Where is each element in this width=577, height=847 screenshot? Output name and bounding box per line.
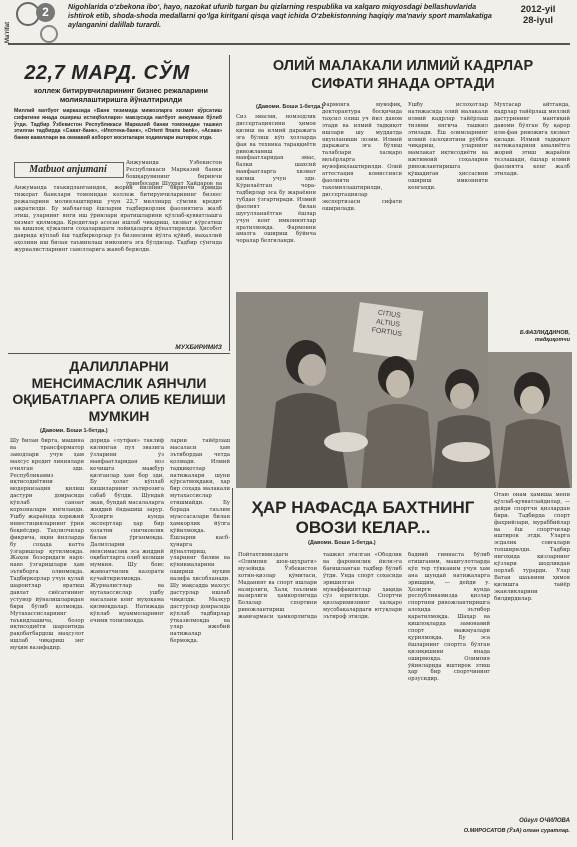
left-bottom-dateline: (Давоми. Боши 1-бетда.)	[40, 428, 108, 434]
page-number-badge	[36, 3, 55, 22]
top-right-headline: ОЛИЙ МАЛАКАЛИ ИЛМИЙ КАДРЛАР СИФАТИ ЯНАДА ОРТАДИ	[272, 58, 534, 92]
top-right-col3: Ушбу ислоҳотлар натижасида олий малакали илмий кадрлар тайёрлаш тизими янгича ташкил этилади. Ёш олимларнинг илмий салоҳиятини рўёбга чиқариш, уларнинг мамлакат иқтисодиёти ва ижтимоий соҳаларни ривожлантиришга қўшадиган ҳиссасини ошириш имконияти кенгаяди.	[408, 102, 488, 191]
photo-banner-text: CITIUS ALTIUS FORTIUS	[371, 309, 403, 339]
rubric-label: Matbuot anjumani	[29, 164, 107, 175]
right-bottom-col2: бадиий гимнаста бўлиб етишганим, машғулотларда кўп тер тўкканим учун ҳам ана шундай натижаларга эришдим, — дейди у. Ҳозирги кунда республикамизда қизлар спортини ривожлантиришга алоҳида эътибор қаратилмоқда. Шаҳар ва қишлоқларда замонавий спорт мажмуалари қурилмоқда. Бу эса ёшларнинг спортга бўлган қизиқишини янада оширмоқда. Олимпия ўйинларида иштирок этиш ҳар бир спортчининг орзусидир.	[408, 552, 490, 683]
masthead-motto: Nigohlarida o‘zbekona iboʻ, hayo, nazokat ufurib turgan bu qizlarning respublika va xalqaro miqyosdagi bellashuvlarida ishtirok etib, shoda-shoda medallarni qo‘lga kiritgani qisqa vaqt ichida O‘zbekistonning haqiqiy ma'naviy sport mamlakatiga aylanganini dalillab turardi.	[68, 2, 492, 29]
left-article-subhead: коллеж битирувчиларининг бизнес режаларини молиялаштиришга йўналтирилди	[34, 86, 208, 104]
top-right-col4: Мухтасар айтганда, кадрлар тайёрлаш миллий дастурининг мантиқий давоми бўлган бу қарор илм-фан ривожига хизмат қилади. Илмий тадқиқот натижаларини амалиётга жорий этиш жараёни тезлашади, ёшлар илмий фаолиятга кенг жалб этилади.	[494, 102, 570, 178]
left-article-body-part1: Анжуманда Ўзбекистон Республикаси Марказий банки бошқарувининг биринчи ўринбосари Шуҳрат Ҳайдаров ва	[126, 160, 222, 187]
top-right-col1: Сиз эмасми, номзодлик диссертациясини ҳимоя қилиш ва илмий даражага эга бўлиш кўп ҳолларда фан ва техника тараққиёти ривожланиш манфаатларидан эмас, балки шахсий манфаатларга хизмат қилиш учун эди. Кўрилаётган чора-тадбирлар эса бу жараённи тубдан ўзгартиради. Илмий фаолият билан шуғулланаётган ёшлар учун кенг имкониятлар яратилмоқда. Фармонни амалга ошириш бўйича чоралар белгиланди.	[236, 114, 316, 245]
top-right-byline: Б.ФАЗЛИДДИНОВ, тадқиқотчи	[519, 330, 570, 343]
issue-date: 2012-yil 28-iyul	[520, 4, 556, 26]
masthead-side-label: Ma'rifat	[5, 21, 11, 43]
right-bottom-col3: Отаю онам ҳамиша мени қўллаб-қувватлайдилар, — дейди спортчи қизлардан бири. Тадбирда спорт фахрийлари, мураббийлар ва ёш спортчилар иштирок этди. Уларга эсдалик совғалари топширилди. Тадбир нигоҳида қизларнинг кўзлари шодликдан порлаб турарди. Улар Ватан шаънини ҳимоя қилишга тайёр эканликларини билдирдилар.	[494, 492, 570, 602]
ornament-left-2	[40, 25, 58, 43]
left-bottom-headline: ДАЛИЛЛАРНИ МЕНСИМАСЛИК АЯНЧЛИ ОҚИБАТЛАРГА ОЛИБ КЕЛИШИ МУМКИН	[12, 358, 226, 424]
left-article-byline: МУХБИРИМИЗ	[175, 344, 222, 351]
top-right-dateline: (Давоми. Боши 1-бетда.)	[256, 104, 324, 110]
left-article-lead: Миллий матбуот марказида «Банк тизимида мижозларга хизмат кўрсатиш сифатини янада ошириш истиқболлари» мавзусида матбуот анжумани бўлиб ўтди. Тадбир Ўзбекистон Республикаси Марказий банки томонидан ташкил этилган тадбирда «Сават-банк», «Ипотека-банк», «Orient finans bank», «Асака» банки вакиллари ва оммавий ахборот воситалари ходимлари иштирок этди.	[14, 108, 222, 142]
left-article-body-part2: Анжуманда таъкидланганидек, жорий йилнинг биринчи ярмида тижорат банклари томонидан коллеж битирувчиларининг бизнес режаларини молиялаштириш учун 22,7 миллиард сўмлик кредит ажратилди. Бу маблағлар ёшларни тадбиркорлик фаолиятига жалб этиш, уларнинг янги иш ўринлари яратишларини қўллаб-қувватлашга хизмат қилмоқда. Кредитлар асосан ишлаб чиқариш, хизмат кўрсатиш ва қишлоқ хўжалиги соҳаларидаги лойиҳаларга йўналтирилди. Ҳисобот даврида кўплаб ёш тадбиркорлар ўз бизнесини йўлга қўйиб, маҳаллий аҳолини иш билан таъминлаш имконига эга бўлдилар. Тадбир сўнгида журналистларнинг саволларига жавоб берилди.	[14, 185, 222, 254]
left-article-headline: 22,7 МАРД. СЎМ	[24, 62, 190, 84]
left-bottom-col3: ларни тайёрлаш масаласи ҳам эътибордан четда қолмади. Илмий тадқиқотлар натижалари шуни кўрсатмоқдаки, ҳар бир соҳада малакали мутахассислар етишмайди. Бу борада таълим муассасалари билан ҳамкорлик йўлга қўйилмоқда. Ёшларни касб-ҳунарга йўналтириш, уларнинг билим ва кўникмаларини ошириш муҳим вазифа ҳисобланади. Шу мақсадда махсус дастурлар ишлаб чиқилди. Мазкур дастурлар доирасида кўплаб тадбирлар ўтказилмоқда ва улар ижобий натижалар бермоқда.	[170, 438, 230, 645]
section-rule	[8, 353, 230, 354]
page-number: 2	[42, 5, 49, 19]
column-divider-bottom	[232, 488, 233, 840]
right-bottom-col1: Пойтахтимиздаги «Олимпия шон-шуҳрати» музейида Ўзбекистон хотин-қизлар қўмитаси, Маданият ва спорт ишлари вазирлиги, Халқ таълими вазирлиги ҳамкорлигида Болалар спортини ривожлантириш жамғармаси ҳамкорлигида ташкил этилган «Ободлик ва фаровонлик йили»га бағишланган тадбир бўлиб ўтди. Унда спорт соҳасида эришилган муваффақиятлар ҳақида сўз юритилди. Спортчи қизларимизнинг халқаро мусобақалардаги ютуқлари эътироф этилди.	[238, 552, 402, 621]
masthead-rule	[8, 43, 570, 45]
column-divider-top	[229, 55, 230, 351]
right-bottom-byline-photo: О.МИРОСАТОВ (ЎзА) олган суратлар.	[463, 828, 570, 834]
left-bottom-col1: Шу билан бирга, машина ва трансформатор заводлари учун ҳам махсус кредит линиялари очилган эди. Республикамиз иқтисодиётини модернизация қилиш дастури доирасида кўплаб саноат корхоналари янгиланди. Ушбу жараёнда хорижий инвестицияларнинг ўрни беқиёсдир. Таҳлилчилар фикрича, яқин йилларда бу соҳада катта ўзгаришлар кутилмоқда. Жаҳон бозоридаги нарх-наво ўзгаришлари ҳам эътиборга олинмоқда. Тадбиркорлар учун қулай шароитлар яратиш давлат сиёсатининг устувор йўналишларидан бири бўлиб қолмоқда. Мутахассисларнинг таъкидлашича, бозор иқтисодиёти шароитида рақобатбардош маҳсулот ишлаб чиқариш энг муҳим вазифадир.	[10, 438, 84, 652]
right-bottom-dateline: (Давоми. Боши 1-бетда.)	[308, 540, 376, 546]
right-bottom-headline: ҲАР НАФАСДА БАХТНИНГ ОВОЗИ КЕЛАР...	[251, 498, 475, 537]
top-right-col2: Фармонга мувофиқ, докторантура босқичида таҳсил олиш уч йил давом этади ва илмий тадқиқот ишлари шу муддатда якунланиши лозим. Илмий даражага эга бўлиш талаблари халқаро меъёрларга мувофиқлаштирилди. Олий аттестация комиссияси фаолияти такомиллаштирилди, диссертациялар экспертизаси сифати оширилади.	[322, 102, 402, 212]
left-bottom-col2: дорида «лутфан» таклиф килинган пул эвазига ўзларини ўз манфаатларидан воз кечишга мажбур қилганлар ҳам бор эди. Бу ҳолат кўплаб кишиларнинг эътирозига сабаб бўлди. Шундай экан, бундай масалаларга жиддий ёндашиш зарур. Ҳозирги кунда экспертлар ҳар бир ҳолатни синчковлик билан ўрганмоқда. Далилларни менсимаслик эса жиддий оқибатларга олиб келиши мумкин. Шу боис жамоатчилик назорати кучайтирилмоқда. Журналистлар ва мутахассислар ушбу масалани кенг муҳокама қилмоқдалар. Натижада кўплаб муаммоларнинг ечими топилмоқда.	[90, 438, 164, 624]
right-bottom-byline-author: Ойгул ОЧИЛОВА	[519, 818, 570, 824]
